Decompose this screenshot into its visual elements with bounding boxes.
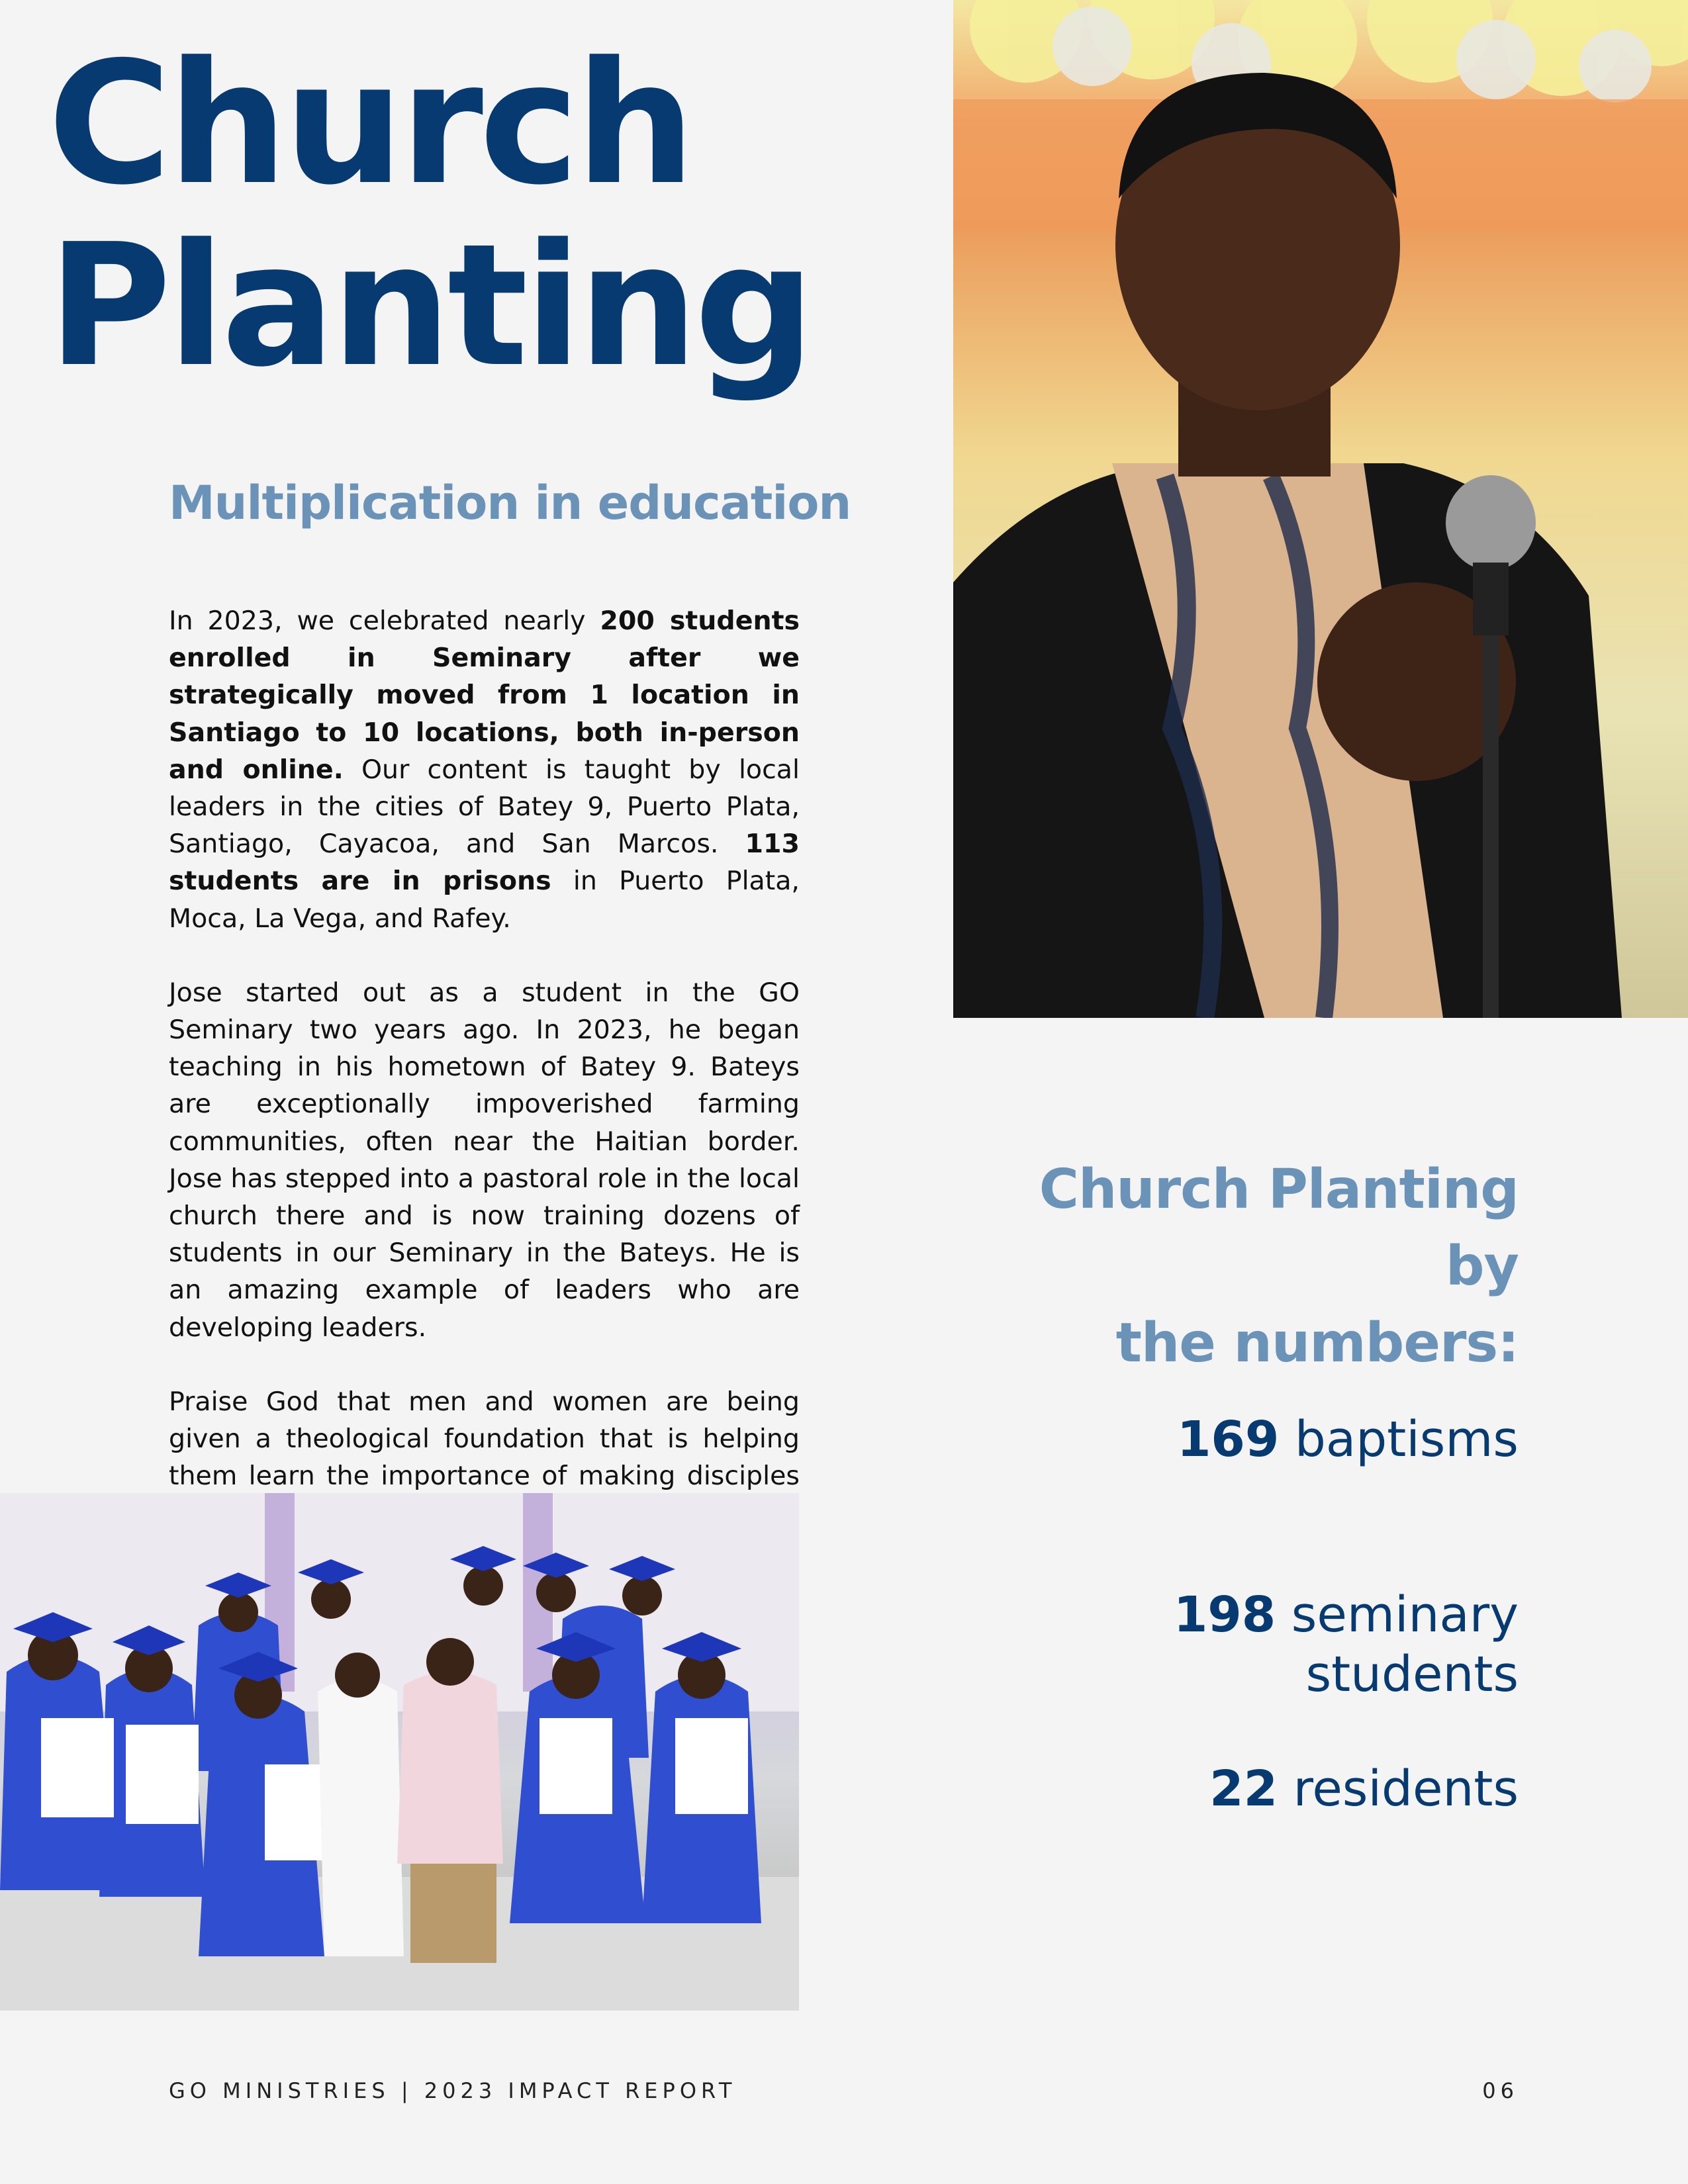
stat-seminary-students <box>960 1585 1519 1704</box>
paragraph-1-prison-cities: in Puerto Plata, Moca, La Vega, and Rafey. <box>169 866 800 934</box>
stat-number: 198 <box>1173 1586 1276 1643</box>
stat-label: seminary students <box>1276 1586 1519 1703</box>
graduates-photo <box>0 1493 799 2011</box>
body-text <box>169 602 800 1569</box>
paragraph-1 <box>169 602 800 937</box>
paragraph-2: Jose started out as a student in the GO Seminary two years ago. In 2023, he began teaching in his hometown of Batey 9. Bateys are exceptionally impoverished farming communities, often near the Haitian border. Jose has stepped into a pastoral role in the local church there and is now training dozens of students in our Seminary in the Bateys. He is an amazing example of leaders who are developing leaders. <box>169 977 800 1343</box>
speaker-photo <box>953 0 1688 1018</box>
paragraph-1-highlight-prisons: 113 students are in prisons <box>169 829 800 897</box>
stats-title-line-1: Church Planting by <box>1039 1158 1519 1298</box>
page-title-line-1: Church <box>48 26 692 222</box>
graduates-photo-illustration <box>0 1493 799 2011</box>
footer-text: GO MINISTRIES | 2023 IMPACT REPORT <box>169 2078 737 2103</box>
paragraph-1-cities: Our content is taught by local leaders in the cities of Batey 9, Puerto Plata, Santiago, Cayacoa, and San Marcos. <box>169 754 800 860</box>
stats-title <box>980 1152 1519 1382</box>
stat-number: 169 <box>1176 1411 1280 1468</box>
speaker-photo-illustration <box>953 0 1688 1018</box>
stats-title-line-2: the numbers: <box>1115 1312 1519 1375</box>
stat-label: residents <box>1278 1760 1519 1817</box>
page-title <box>48 26 812 404</box>
stat-label: baptisms <box>1279 1411 1519 1468</box>
paragraph-3: Praise God that men and women are being given a theological foundation that is helping them learn the importance of making disciples <box>169 1386 800 1492</box>
stat-number: 22 <box>1209 1760 1278 1817</box>
stat-baptisms <box>960 1410 1519 1469</box>
section-subtitle: Multiplication in education <box>169 476 851 530</box>
stat-residents <box>960 1759 1519 1819</box>
page-number: 06 <box>1482 2078 1519 2103</box>
page-title-line-2: Planting <box>48 208 812 404</box>
paragraph-1-highlight-enrollment: 200 students enrolled in Seminary after we strategically moved from 1 location in Santiago to 10 locations, both in-person and online. <box>169 606 800 785</box>
paragraph-1-intro: In 2023, we celebrated nearly <box>169 606 600 636</box>
